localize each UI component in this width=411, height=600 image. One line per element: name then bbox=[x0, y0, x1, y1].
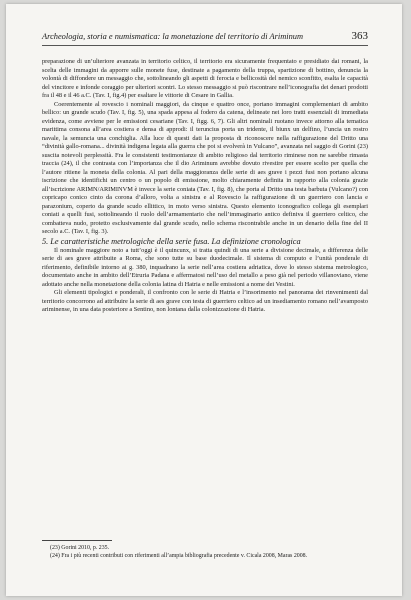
document-page bbox=[6, 4, 402, 596]
paragraph: Coerentemente al rovescio i nominali maggiori, da cinque e quattro once, portano immagini complementari di ambito bellico: un grande scudo (Tav. I, fig. 5), una spada appesa al fodero da catena, delineate nei loro tratti essenziali di immediata evidenza, come avviene per le emissioni cesariane (Tav. I, figg. 6, 7). Gli altri nominali ruotano invece attorno alla tematica marittima consona all’area costiera e densa di approdi: il teruncius porta un tridente, il biunx un delfino, l’uncia un rostro navale, la semuncia una conchiglia. Alla luce di questi dati la proposta di riconoscere nella raffigurazione del Dritto una “divinità gallo-romana... divinità indigena legata alla guerra che poi si evolverà in Vulcano”, avanzata nel saggio di Gorini (23) suscita notevoli perplessità. Fra le consistenti testimonianze di ambito religioso dal territorio riminese non ne sarebbe rimasta traccia (24), il che contrasta con l’importanza che il dio Ariminum avrebbe dovuto rivestire per essere scelto per quella che l’autore ritiene la moneta della colonia. Al pari della maggioranza delle serie di aes grave i pezzi fusi non portano alcuna iscrizione che identifichi un centro o un popolo di emissione, molto chiaramente definita in rapporto alla colonia grazie all’iscrizione ARIMN/ARIMINVM è invece la serie coniata (Tav. I, fig. 8), che porta al Dritto una testa barbuta (Vulcano?) con copricapo conico cinto da corona d’alloro, volta a sinistra e al Rovescio la raffigurazione di un guerriero con lancia e parazonium, coperto da grande scudo ellittico, in moto verso sinistra. Questo elemento iconografico collega gli esemplari coniati a quelli fusi, sottolineando il ruolo dell’armamentario che nell’immaginario antico definiva il guerriero celtico, che combatteva nudo, protetto esclusivamente dal grande scudo, nello schema riscontrabile anche in un denario della fine del II secolo a.C. (Tav. I, fig. 3). bbox=[42, 100, 368, 235]
footnotes bbox=[42, 540, 368, 560]
paragraph: Il nominale maggiore noto a tutt’oggi è il quincunx, si tratta quindi di una serie a divisione decimale, a differenza delle serie di aes grave attribuite a Roma, che sono tutte su base duodecimale. Il sistema di computo e l’unità ponderale di riferimento, definibile intorno ai g. 380, inquadrano la serie nell’area costiera adriatica, dove lo stesso sistema metrologico, documentato anche in ambito dell’Etruria Padana e affermatosi nell’uso del metallo a peso già nel periodo villanoviano, viene adottato anche nella monetazione della colonia latina di Hatria e nelle emissioni a nome dei Vestini. bbox=[42, 246, 368, 288]
running-title: Archeologia, storia e numismatica: la monetazione del territorio di Ariminum bbox=[42, 32, 304, 41]
body-text bbox=[42, 58, 368, 315]
running-header bbox=[42, 30, 368, 46]
footnote: (24) Fra i più recenti contributi con riferimenti all’ampia bibliografia precedente v. Cicala 2008, Maras 2008. bbox=[50, 553, 308, 559]
paragraph: Gli elementi tipologici e ponderali, il confronto con le serie di Hatria e l’insorimento nel panorama dei rinvenimenti dal territorio concorrono ad attribuire la serie di aes grave con testa di guerriero celtico ad un insediamento romano nell’avamposto ariminense, in una data posteriore a Sentino, non lontana dalla colonizzazione di Hatria. bbox=[42, 289, 368, 313]
footnote: (23) Gorini 2010, p. 235. bbox=[50, 545, 110, 551]
footnote-rule bbox=[42, 540, 112, 541]
section-heading: 5. Le caratteristiche metrologiche della serie fusa. La definizione cronologica bbox=[42, 236, 301, 246]
page-number: 363 bbox=[351, 30, 368, 42]
paragraph: preparazione di un’ulteriore avanzata in territorio celtico, il territorio era sicuramente frequentato e presidiato dai romani, la scelta delle immagini da apporre sulle monete fuse, destinate a pagamento della truppa, spartizione di bottino, denuncia la volontà di diffondere un messaggio che, sottolineando gli aspetti di ferocia e bellicosità del nemico sconfitto, esalta le capacità del vincitore e infonde coraggio per ulteriori scontri. Lo stesso messaggio si può riscontrare nell’iconografia dei denari prodotti fra il 48 e il 46 a.C. (Tav. I, fig.4) per esaltare le vittorie di Cesare in Gallia. bbox=[42, 58, 368, 99]
